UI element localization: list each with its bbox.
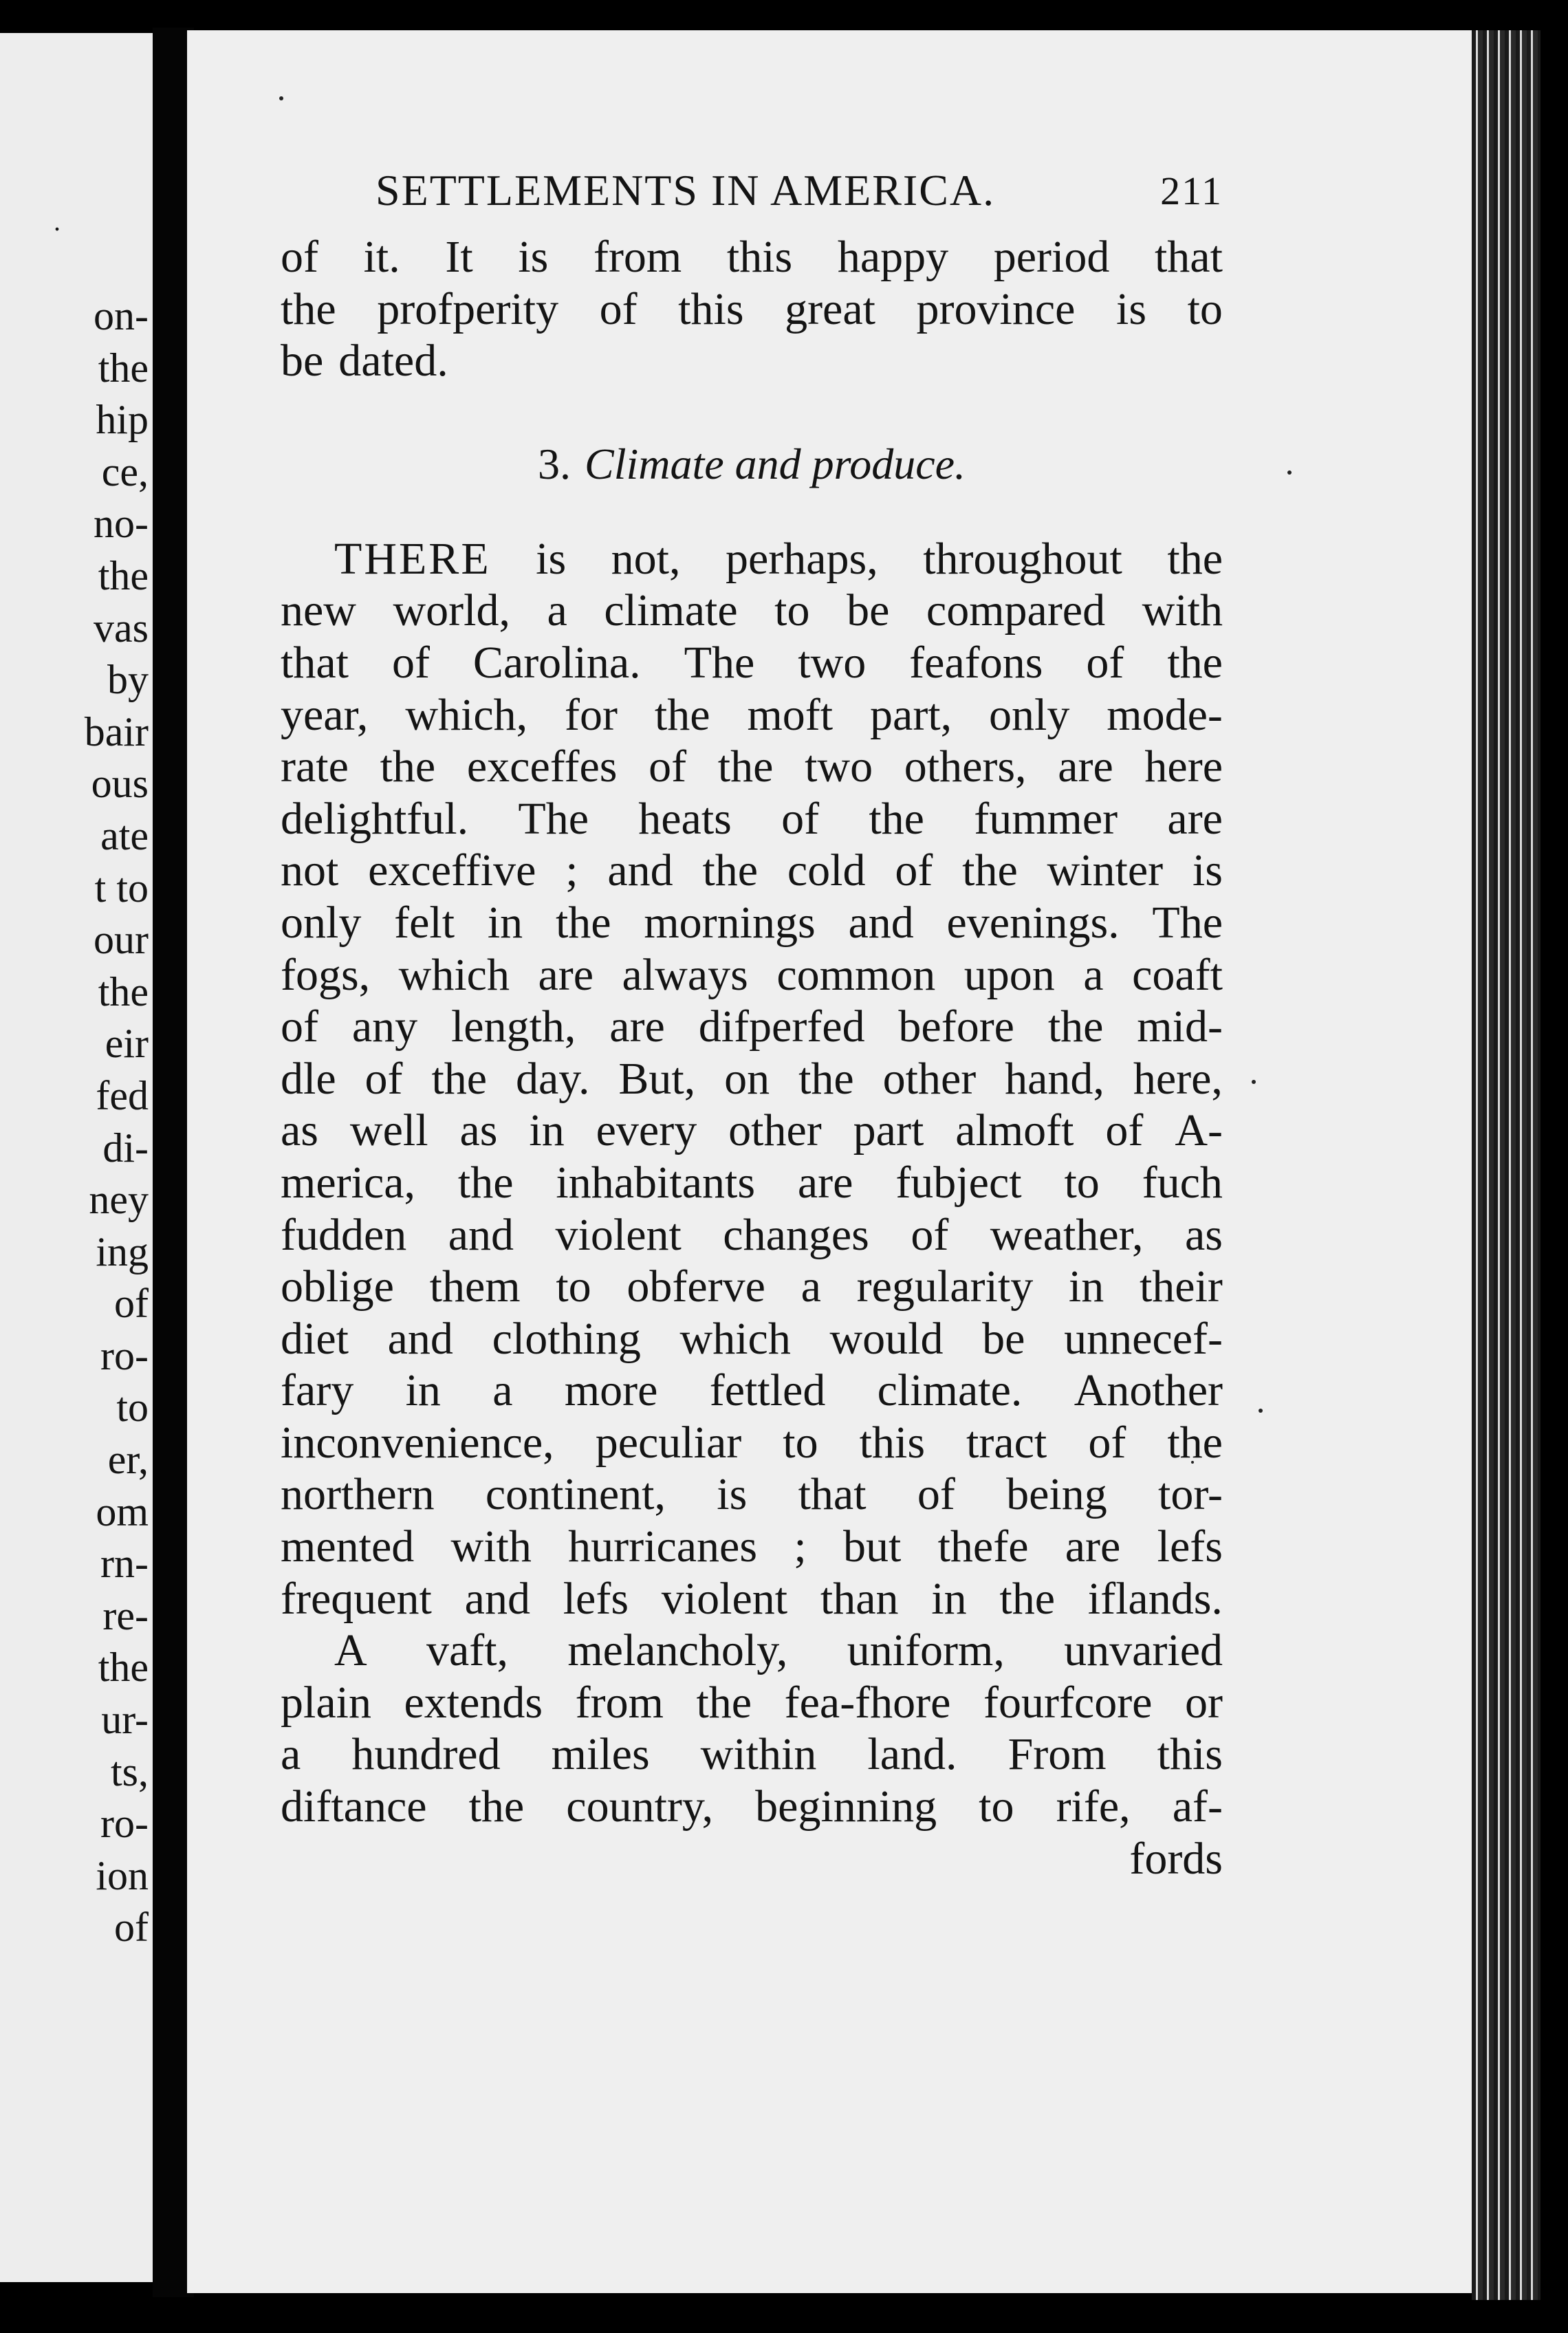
text-line (281, 845, 1223, 897)
word: evenings. (946, 897, 1120, 948)
word: two (805, 741, 873, 792)
word: heats (638, 793, 732, 844)
word: of (895, 845, 933, 896)
word: climate (604, 585, 738, 636)
word: extends (404, 1677, 543, 1728)
word: of (281, 232, 318, 282)
word: but (842, 1521, 902, 1572)
word: diftance (281, 1781, 427, 1832)
word: of (391, 637, 430, 688)
word: inconvenience, (281, 1417, 554, 1468)
text-line (281, 741, 1223, 793)
word: this (726, 232, 793, 282)
word: the (717, 741, 774, 792)
word: moft (747, 689, 834, 740)
text-line (281, 1209, 1223, 1261)
word: it. (363, 232, 400, 282)
text-line (281, 335, 1223, 387)
word: delightful. (281, 793, 469, 844)
previous-page-line-end: ing (96, 1228, 149, 1274)
word: their (1139, 1261, 1223, 1312)
previous-page-line-end: our (94, 917, 149, 963)
text-line (281, 283, 1223, 336)
previous-page-line-end: ous (91, 761, 149, 807)
word: two (798, 637, 867, 688)
word: merica, (281, 1157, 416, 1208)
word: to (774, 585, 810, 636)
word: fogs, (281, 949, 371, 1000)
word: always (622, 949, 748, 1000)
previous-page-line-end: no- (94, 501, 149, 547)
word: in (405, 1365, 441, 1416)
word: to (1187, 283, 1223, 334)
word: hand, (1005, 1053, 1104, 1104)
word: are (609, 1001, 665, 1052)
page-edges (1472, 30, 1540, 2300)
previous-page-line-end: the (98, 1645, 149, 1691)
word: and (607, 845, 673, 896)
word: the (702, 845, 759, 896)
word: here, (1133, 1053, 1223, 1104)
previous-page-line-end: ce, (101, 448, 149, 495)
word: unnecef- (1064, 1313, 1223, 1364)
text-line (281, 1053, 1223, 1105)
word: The (1152, 897, 1223, 948)
word: the (1167, 637, 1223, 688)
word: rife, (1056, 1781, 1131, 1832)
word: day. (515, 1053, 590, 1104)
word: this (1157, 1729, 1223, 1780)
word: and (464, 1573, 530, 1624)
word: cold (787, 845, 866, 896)
word: within (700, 1729, 817, 1780)
word: from (575, 1677, 664, 1728)
word: the (798, 1053, 854, 1104)
word: on (724, 1053, 770, 1104)
word: to (556, 1261, 591, 1312)
word: of (649, 741, 687, 792)
section-number: 3. (538, 439, 571, 488)
word: perhaps, (725, 533, 878, 584)
word: the (380, 741, 436, 792)
word: are (1058, 741, 1113, 792)
section-title: Climate and produce. (585, 439, 966, 488)
previous-page-line-end: of (114, 1905, 149, 1951)
word: is (1115, 283, 1147, 334)
word: exceffes (466, 741, 618, 792)
word: every (596, 1105, 697, 1156)
word: fettled (709, 1365, 826, 1416)
previous-page-line-end: ro- (100, 1332, 149, 1378)
word: ; (794, 1521, 807, 1572)
word: violent (555, 1209, 682, 1260)
word: would (829, 1313, 944, 1364)
word: that (281, 637, 349, 688)
previous-page-line-end: er, (107, 1437, 149, 1483)
word: The (518, 793, 589, 844)
word: lefs (1157, 1521, 1223, 1572)
word: almoft (955, 1105, 1074, 1156)
word: the (457, 1157, 514, 1208)
word: as (459, 1105, 498, 1156)
word: year, (281, 689, 369, 740)
text-line (281, 1625, 1223, 1677)
word: the (1167, 1417, 1223, 1468)
word: mornings (644, 897, 816, 948)
opening-paragraph (281, 231, 1223, 387)
word: fubject (895, 1157, 1022, 1208)
word: throughout (923, 533, 1122, 584)
word: a (281, 1729, 301, 1780)
word: this (678, 283, 744, 334)
word: country, (566, 1781, 714, 1832)
previous-page-line-end: by (107, 657, 149, 703)
running-head (281, 162, 1223, 231)
word: or (1185, 1677, 1223, 1728)
word: new (281, 585, 356, 636)
word: climate. (877, 1365, 1023, 1416)
word: be (982, 1313, 1025, 1364)
word: part, (870, 689, 952, 740)
word: common (776, 949, 936, 1000)
page-text (281, 162, 1223, 1885)
text-line (281, 1573, 1223, 1625)
word: as (1184, 1209, 1223, 1260)
text-line (281, 1728, 1223, 1781)
previous-page-line-end: the (98, 968, 149, 1014)
catchword-line (281, 1833, 1223, 1885)
word: for (565, 689, 618, 740)
word: the (1167, 533, 1223, 584)
word: the (555, 897, 611, 948)
word: winter (1047, 845, 1164, 896)
section-heading (281, 439, 1223, 533)
previous-page-line-end: bair (84, 708, 149, 755)
word: are (538, 949, 594, 1000)
word: The (684, 637, 755, 688)
word: diet (281, 1313, 349, 1364)
text-line (281, 1157, 1223, 1209)
word: hundred (351, 1729, 501, 1780)
previous-page-line-end: hip (96, 397, 149, 443)
text-line (281, 1677, 1223, 1729)
word: happy (837, 232, 949, 282)
word: of (281, 1001, 318, 1052)
word: unvaried (1064, 1625, 1223, 1676)
word: mented (281, 1521, 415, 1572)
word: fudden (281, 1209, 407, 1260)
word: continent, (485, 1469, 666, 1520)
word: is (717, 1469, 748, 1520)
text-line (281, 637, 1223, 689)
word: the (468, 1781, 525, 1832)
catchword: fords (1129, 1833, 1223, 1884)
word: being (1006, 1469, 1107, 1520)
word: iflands. (1087, 1573, 1223, 1624)
word: to (783, 1417, 818, 1468)
word: From (1008, 1729, 1107, 1780)
previous-page-line-end: to (116, 1385, 149, 1431)
previous-page-line-end: of (114, 1281, 149, 1327)
word: profperity (377, 283, 559, 334)
word: only (989, 689, 1070, 740)
word: But, (618, 1053, 696, 1104)
word: which, (405, 689, 528, 740)
previous-page-line-end: the (98, 552, 149, 598)
word: hurricanes (568, 1521, 758, 1572)
text-line (281, 793, 1223, 845)
word: rate (281, 741, 349, 792)
word: coaft (1132, 949, 1223, 1000)
word: lefs (563, 1573, 629, 1624)
word: of (364, 1053, 403, 1104)
word: the (999, 1573, 1056, 1624)
word: before (898, 1001, 1014, 1052)
word: the (696, 1677, 752, 1728)
word: them (429, 1261, 521, 1312)
previous-page-line-end: rn- (100, 1541, 149, 1587)
previous-page-line-end: fed (96, 1072, 149, 1118)
word: here (1144, 741, 1223, 792)
word: others, (904, 741, 1027, 792)
word: beginning (755, 1781, 937, 1832)
word: more (564, 1365, 658, 1416)
word: in (487, 897, 523, 948)
word: be (281, 336, 324, 387)
word: in (1068, 1261, 1104, 1312)
word: fea-fhore (784, 1677, 951, 1728)
word: part (853, 1105, 924, 1156)
word: and (848, 897, 914, 948)
text-line (281, 585, 1223, 637)
word: of (1088, 1417, 1126, 1468)
text-line (281, 533, 1223, 585)
word: than (820, 1573, 899, 1624)
margin-mark: . (54, 206, 61, 237)
word: a (547, 585, 567, 636)
word: well (349, 1105, 428, 1156)
previous-page-line-end: ney (89, 1177, 149, 1223)
word: dated. (338, 336, 448, 387)
word: compared (926, 585, 1106, 636)
word: frequent (281, 1573, 432, 1624)
previous-page-line-end: t to (94, 865, 149, 911)
word: other (728, 1105, 822, 1156)
word: length, (450, 1001, 576, 1052)
word: great (785, 283, 875, 334)
word: the (281, 283, 336, 334)
word: province (916, 283, 1076, 334)
word: changes (723, 1209, 869, 1260)
word: other (882, 1053, 977, 1104)
word: is (518, 232, 549, 282)
word: any (351, 1001, 418, 1052)
text-line (281, 897, 1223, 949)
text-line (281, 1001, 1223, 1053)
word: the (431, 1053, 488, 1104)
word: a (1083, 949, 1104, 1000)
previous-page-fragment (0, 33, 153, 2282)
previous-page-line-end: ro- (100, 1801, 149, 1847)
previous-page-line-end: ion (96, 1852, 149, 1898)
previous-page-line-end: eir (105, 1021, 149, 1067)
word: to (1064, 1157, 1100, 1208)
text-line (281, 1417, 1223, 1469)
word: obferve (627, 1261, 765, 1312)
word: of (1105, 1105, 1144, 1156)
word: felt (394, 897, 455, 948)
word: is (1192, 845, 1223, 896)
word: in (931, 1573, 967, 1624)
word: Carolina. (472, 637, 641, 688)
word: dle (281, 1053, 336, 1104)
word: A- (1175, 1105, 1223, 1156)
word: this (859, 1417, 925, 1468)
previous-page-line-end: di- (102, 1125, 149, 1171)
paper-speck (279, 96, 283, 100)
text-line (281, 1521, 1223, 1573)
word: tract (966, 1417, 1047, 1468)
word: only (281, 897, 362, 948)
word: and (387, 1313, 453, 1364)
word: of (599, 283, 638, 334)
word: A (334, 1625, 367, 1676)
text-line (281, 1365, 1223, 1417)
word: regularity (856, 1261, 1034, 1312)
paragraph-plain (281, 1625, 1223, 1832)
word: the (654, 689, 710, 740)
word: mid- (1137, 1001, 1223, 1052)
previous-page-line-end: ur- (101, 1697, 149, 1743)
word: ; (565, 845, 578, 896)
text-line (281, 1781, 1223, 1833)
word: uniform, (847, 1625, 1005, 1676)
paper-speck (1259, 1409, 1263, 1413)
word: in (529, 1105, 565, 1156)
word: of (911, 1209, 949, 1260)
page-number: 211 (1160, 169, 1223, 213)
word: not (281, 845, 339, 896)
word: miles (551, 1729, 650, 1780)
word: with (1142, 585, 1223, 636)
word: land. (867, 1729, 957, 1780)
word: of (917, 1469, 955, 1520)
word: fary (281, 1365, 354, 1416)
word: which (398, 949, 510, 1000)
word: and (448, 1209, 514, 1260)
word: from (593, 232, 682, 282)
text-line (281, 1105, 1223, 1157)
word: exceffive (368, 845, 536, 896)
word: vaft, (426, 1625, 509, 1676)
word: upon (963, 949, 1055, 1000)
word: fuch (1142, 1157, 1223, 1208)
word: mode- (1107, 689, 1223, 740)
word: world, (393, 585, 510, 636)
running-head-title: SETTLEMENTS IN AMERICA. (375, 166, 996, 215)
word: northern (281, 1469, 435, 1520)
word: melancholy, (567, 1625, 788, 1676)
word: feafons (909, 637, 1043, 688)
word: It (445, 232, 473, 282)
text-line (281, 1313, 1223, 1365)
word: are (797, 1157, 853, 1208)
word: are (1065, 1521, 1121, 1572)
word: that (1154, 232, 1223, 282)
previous-page-line-end: vas (94, 605, 149, 651)
paragraph-initial-word: THERE (334, 533, 491, 584)
word: period (993, 232, 1110, 282)
word: is (536, 533, 567, 584)
word: the (869, 793, 924, 844)
text-line (281, 689, 1223, 741)
previous-page-line-end: om (96, 1488, 149, 1534)
word: clothing (492, 1313, 641, 1364)
paragraph-climate (281, 533, 1223, 1625)
previous-page-line-end: ate (100, 812, 149, 858)
word: that (798, 1469, 867, 1520)
word: weather, (990, 1209, 1144, 1260)
word: which (679, 1313, 791, 1364)
word: a (801, 1261, 821, 1312)
word: oblige (281, 1261, 394, 1312)
word: be (847, 585, 890, 636)
word: Another (1074, 1365, 1223, 1416)
previous-page-line-end: the (98, 345, 149, 391)
text-line (281, 1261, 1223, 1313)
scan-border (1540, 0, 1568, 2333)
word: with (450, 1521, 532, 1572)
word: inhabitants (556, 1157, 756, 1208)
word: fourfcore (983, 1677, 1153, 1728)
word: af- (1172, 1781, 1223, 1832)
previous-page-line-ends (0, 290, 153, 1954)
word: plain (281, 1677, 371, 1728)
word: are (1167, 793, 1223, 844)
word: tor- (1158, 1469, 1223, 1520)
word: of (1086, 637, 1124, 688)
text-line (281, 231, 1223, 283)
paper-speck (1252, 1080, 1256, 1084)
previous-page-line-end: re- (102, 1592, 149, 1638)
word: fummer (974, 793, 1118, 844)
text-line (281, 949, 1223, 1001)
word: the (1047, 1001, 1104, 1052)
word: not, (611, 533, 681, 584)
word: violent (661, 1573, 788, 1624)
word: difperfed (698, 1001, 865, 1052)
word: of (781, 793, 820, 844)
word: to (979, 1781, 1014, 1832)
word: as (281, 1105, 318, 1156)
word: peculiar (595, 1417, 742, 1468)
word: a (492, 1365, 513, 1416)
word: thefe (937, 1521, 1029, 1572)
paper-speck (1287, 470, 1292, 475)
previous-page-line-end: on- (94, 293, 149, 338)
word: the (962, 845, 1018, 896)
text-line (281, 1468, 1223, 1521)
previous-page-line-end: ts, (110, 1748, 149, 1794)
